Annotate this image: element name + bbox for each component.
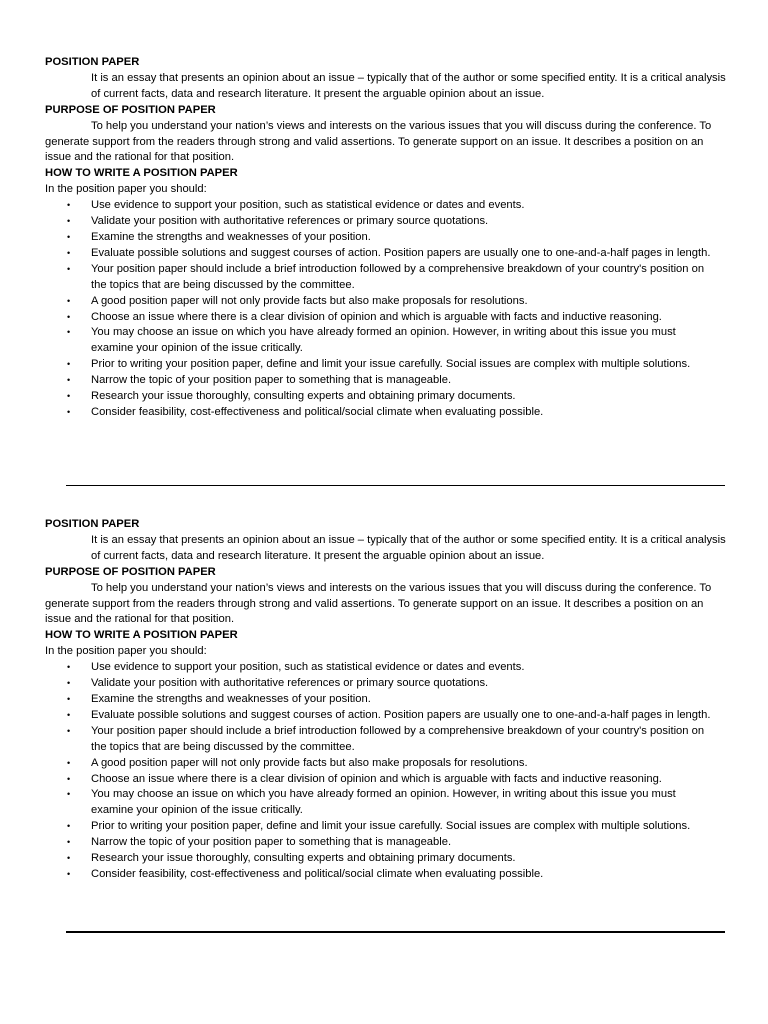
list-item-text: Use evidence to support your position, such as statistical evidence or dates and events. <box>91 661 525 674</box>
bullet-icon: • <box>67 678 71 689</box>
bullet-icon: • <box>67 375 71 386</box>
bullet-icon: • <box>67 837 71 848</box>
definition-paragraph: It is an essay that presents an opinion about an issue – typically that of the author or some specified entity. It is a critical analysis of current facts, data and research literature. It present the arguable opinion about an issue. <box>91 533 726 562</box>
list-item <box>45 294 735 310</box>
bullet-icon: • <box>67 773 71 784</box>
list-item <box>45 357 735 373</box>
bullet-icon: • <box>67 693 71 704</box>
list-item <box>45 867 735 883</box>
list-item-text: Evaluate possible solutions and suggest courses of action. Position papers are usually one to one-and-a-half pages in length. <box>91 708 711 721</box>
bullet-icon: • <box>67 662 71 673</box>
list-item <box>45 851 735 867</box>
list-item <box>45 787 735 819</box>
list-item <box>45 819 735 835</box>
bullet-icon: • <box>67 200 71 211</box>
howto-intro: In the position paper you should: <box>45 183 207 196</box>
list-item <box>45 676 735 692</box>
list-item <box>45 246 735 262</box>
list-item <box>45 325 735 357</box>
list-item-text: Evaluate possible solutions and suggest courses of action. Position papers are usually one to one-and-a-half pages in length. <box>91 246 711 259</box>
list-item-text: Your position paper should include a brief introduction followed by a comprehensive breakdown of your country's position on the topics that are being discussed by the committee. <box>91 262 705 291</box>
document-section-1 <box>45 55 735 421</box>
bullet-icon: • <box>67 821 71 832</box>
bullet-icon: • <box>67 295 71 306</box>
list-item <box>45 772 735 788</box>
list-item <box>45 660 735 676</box>
list-item <box>45 405 735 421</box>
list-item <box>45 708 735 724</box>
list-item-text: Use evidence to support your position, such as statistical evidence or dates and events. <box>91 199 525 212</box>
list-item-text: A good position paper will not only provide facts but also make proposals for resolutions. <box>91 294 528 307</box>
list-item <box>45 262 735 294</box>
list-item <box>45 310 735 326</box>
list-item-text: You may choose an issue on which you have already formed an opinion. However, in writing about this issue you must examine your opinion of the issue critically. <box>91 788 676 817</box>
list-item-text: Narrow the topic of your position paper to something that is manageable. <box>91 374 452 387</box>
list-item-text: Prior to writing your position paper, define and limit your issue carefully. Social issues are complex with multiple solutions. <box>91 358 691 371</box>
list-item-text: Research your issue thoroughly, consulting experts and obtaining primary documents. <box>91 390 516 403</box>
list-item-text: A good position paper will not only provide facts but also make proposals for resolutions. <box>91 756 528 769</box>
howto-heading: HOW TO WRITE A POSITION PAPER <box>45 629 238 642</box>
horizontal-divider <box>66 931 725 933</box>
purpose-heading: PURPOSE OF POSITION PAPER <box>45 103 216 116</box>
howto-intro: In the position paper you should: <box>45 645 207 658</box>
list-item-text: Research your issue thoroughly, consulting experts and obtaining primary documents. <box>91 852 516 865</box>
bullet-icon: • <box>67 789 71 800</box>
list-item <box>45 724 735 756</box>
list-item-text: Narrow the topic of your position paper to something that is manageable. <box>91 836 452 849</box>
list-item-text: Choose an issue where there is a clear division of opinion and which is arguable with facts and inductive reasoning. <box>91 310 662 323</box>
section-title: POSITION PAPER <box>45 518 140 530</box>
bullet-icon: • <box>67 725 71 736</box>
list-item-text: Validate your position with authoritative references or primary source quotations. <box>91 215 489 228</box>
bullet-icon: • <box>67 406 71 417</box>
list-item-text: Choose an issue where there is a clear division of opinion and which is arguable with facts and inductive reasoning. <box>91 772 662 785</box>
bullet-icon: • <box>67 216 71 227</box>
document-section-2 <box>45 517 735 883</box>
list-item <box>45 198 735 214</box>
bullet-icon: • <box>67 327 71 338</box>
list-item-text: Examine the strengths and weaknesses of your position. <box>91 230 371 243</box>
definition-paragraph: It is an essay that presents an opinion about an issue – typically that of the author or some specified entity. It is a critical analysis of current facts, data and research literature. It present the arguable opinion about an issue. <box>91 71 726 100</box>
bullet-icon: • <box>67 247 71 258</box>
list-item <box>45 214 735 230</box>
bullet-icon: • <box>67 709 71 720</box>
list-item-text: Consider feasibility, cost-effectiveness and political/social climate when evaluating possible. <box>91 405 544 418</box>
bullet-icon: • <box>67 391 71 402</box>
list-item <box>45 692 735 708</box>
list-item-text: Prior to writing your position paper, define and limit your issue carefully. Social issues are complex with multiple solutions. <box>91 820 691 833</box>
howto-heading: HOW TO WRITE A POSITION PAPER <box>45 167 238 180</box>
section-title: POSITION PAPER <box>45 56 140 68</box>
list-item <box>45 373 735 389</box>
bullet-icon: • <box>67 311 71 322</box>
purpose-heading: PURPOSE OF POSITION PAPER <box>45 565 216 578</box>
bullet-icon: • <box>67 263 71 274</box>
bullet-icon: • <box>67 231 71 242</box>
list-item <box>45 230 735 246</box>
guideline-list <box>45 198 735 421</box>
guideline-list <box>45 660 735 883</box>
purpose-paragraph: To help you understand your nation’s views and interests on the various issues that you will discuss during the conference. To generate support from the readers through strong and valid assertions. To generate support on an issue. It describes a position on an issue and the rational for that position. <box>45 119 712 164</box>
list-item-text: Your position paper should include a brief introduction followed by a comprehensive breakdown of your country's position on the topics that are being discussed by the committee. <box>91 724 705 753</box>
list-item <box>45 756 735 772</box>
list-item <box>45 389 735 405</box>
list-item-text: You may choose an issue on which you have already formed an opinion. However, in writing about this issue you must examine your opinion of the issue critically. <box>91 326 676 355</box>
bullet-icon: • <box>67 868 71 879</box>
list-item-text: Examine the strengths and weaknesses of your position. <box>91 692 371 705</box>
bullet-icon: • <box>67 853 71 864</box>
list-item-text: Consider feasibility, cost-effectiveness and political/social climate when evaluating possible. <box>91 867 544 880</box>
bullet-icon: • <box>67 359 71 370</box>
purpose-paragraph: To help you understand your nation’s views and interests on the various issues that you will discuss during the conference. To generate support from the readers through strong and valid assertions. To generate support on an issue. It describes a position on an issue and the rational for that position. <box>45 581 712 626</box>
bullet-icon: • <box>67 757 71 768</box>
horizontal-divider <box>66 485 725 486</box>
list-item <box>45 835 735 851</box>
list-item-text: Validate your position with authoritative references or primary source quotations. <box>91 677 489 690</box>
